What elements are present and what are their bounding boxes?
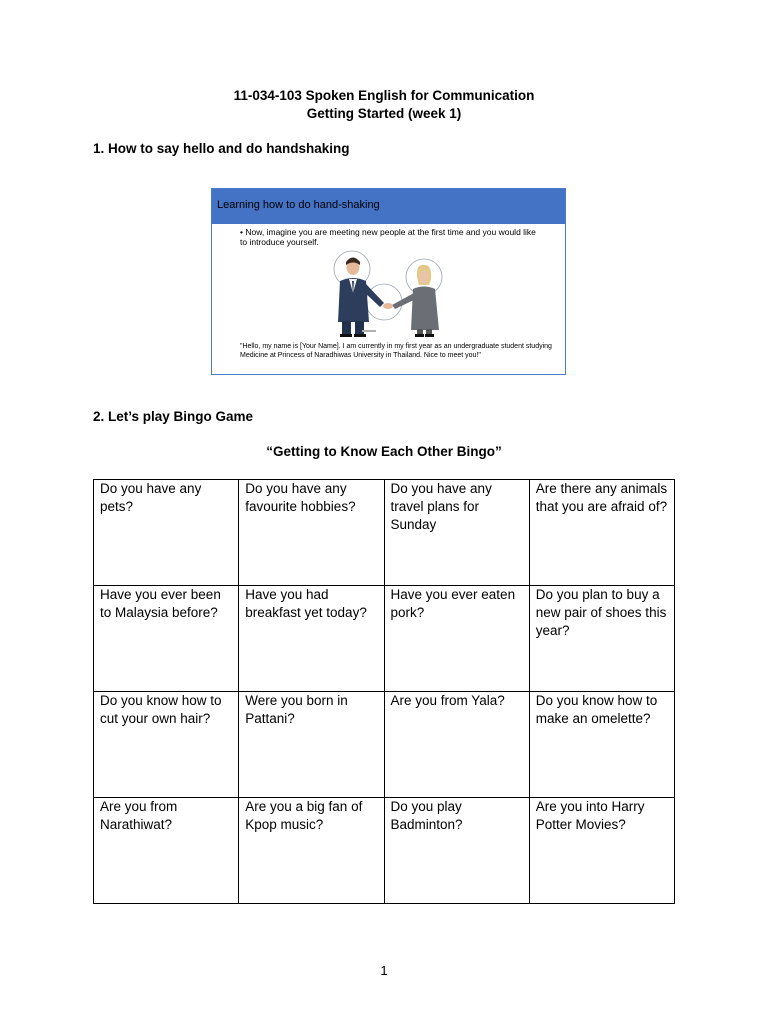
- man-figure: [338, 258, 384, 338]
- slide-header-text: Learning how to do hand-shaking: [217, 199, 380, 211]
- handshake-slide-image: [211, 188, 566, 375]
- bingo-cell: Are there any animals that you are afraid of?: [529, 480, 674, 586]
- course-subtitle: Getting Started (week 1): [306, 106, 462, 121]
- bingo-title: “Getting to Know Each Other Bingo”: [266, 444, 502, 459]
- bingo-cell: Have you ever been to Malaysia before?: [94, 586, 239, 692]
- bingo-cell: Do you know how to make an omelette?: [529, 692, 674, 798]
- bingo-cell: Do you play Badminton?: [384, 798, 529, 904]
- table-row: [94, 586, 675, 692]
- hands-clasp: [383, 303, 393, 309]
- desk-object: [362, 330, 376, 332]
- table-row: [94, 798, 675, 904]
- section2-heading: 2. Let’s play Bingo Game: [93, 409, 254, 424]
- bingo-cell: Are you from Narathiwat?: [94, 798, 239, 904]
- table-row: [94, 480, 675, 586]
- bingo-cell: Do you have any favourite hobbies?: [239, 480, 384, 586]
- table-row: [94, 692, 675, 798]
- section1-heading: 1. How to say hello and do handshaking: [93, 141, 350, 156]
- bingo-cell: Are you from Yala?: [384, 692, 529, 798]
- circle-hands: [366, 284, 402, 320]
- slide-bullet-text: • Now, imagine you are meeting new people at the first time and you would like to introduce yourself.: [240, 227, 536, 247]
- page-number: 1: [380, 963, 388, 978]
- course-title: 11-034-103 Spoken English for Communication: [233, 88, 535, 103]
- bingo-cell: Do you have any travel plans for Sunday: [384, 480, 529, 586]
- woman-figure: [392, 265, 439, 337]
- slide-quote-text: "Hello, my name is [Your Name]. I am currently in my first year as an undergraduate student studying Medicine at Princess of Naradhiwas University in Thailand. Nice to meet you!": [240, 343, 552, 359]
- bingo-cell: Do you have any pets?: [94, 480, 239, 586]
- bingo-cell: Are you into Harry Potter Movies?: [529, 798, 674, 904]
- bingo-cell: Do you plan to buy a new pair of shoes this year?: [529, 586, 674, 692]
- bingo-cell: Do you know how to cut your own hair?: [94, 692, 239, 798]
- bingo-cell: Are you a big fan of Kpop music?: [239, 798, 384, 904]
- bingo-table: [93, 479, 675, 904]
- bingo-cell: Have you ever eaten pork?: [384, 586, 529, 692]
- bingo-cell: Were you born in Pattani?: [239, 692, 384, 798]
- bingo-cell: Have you had breakfast yet today?: [239, 586, 384, 692]
